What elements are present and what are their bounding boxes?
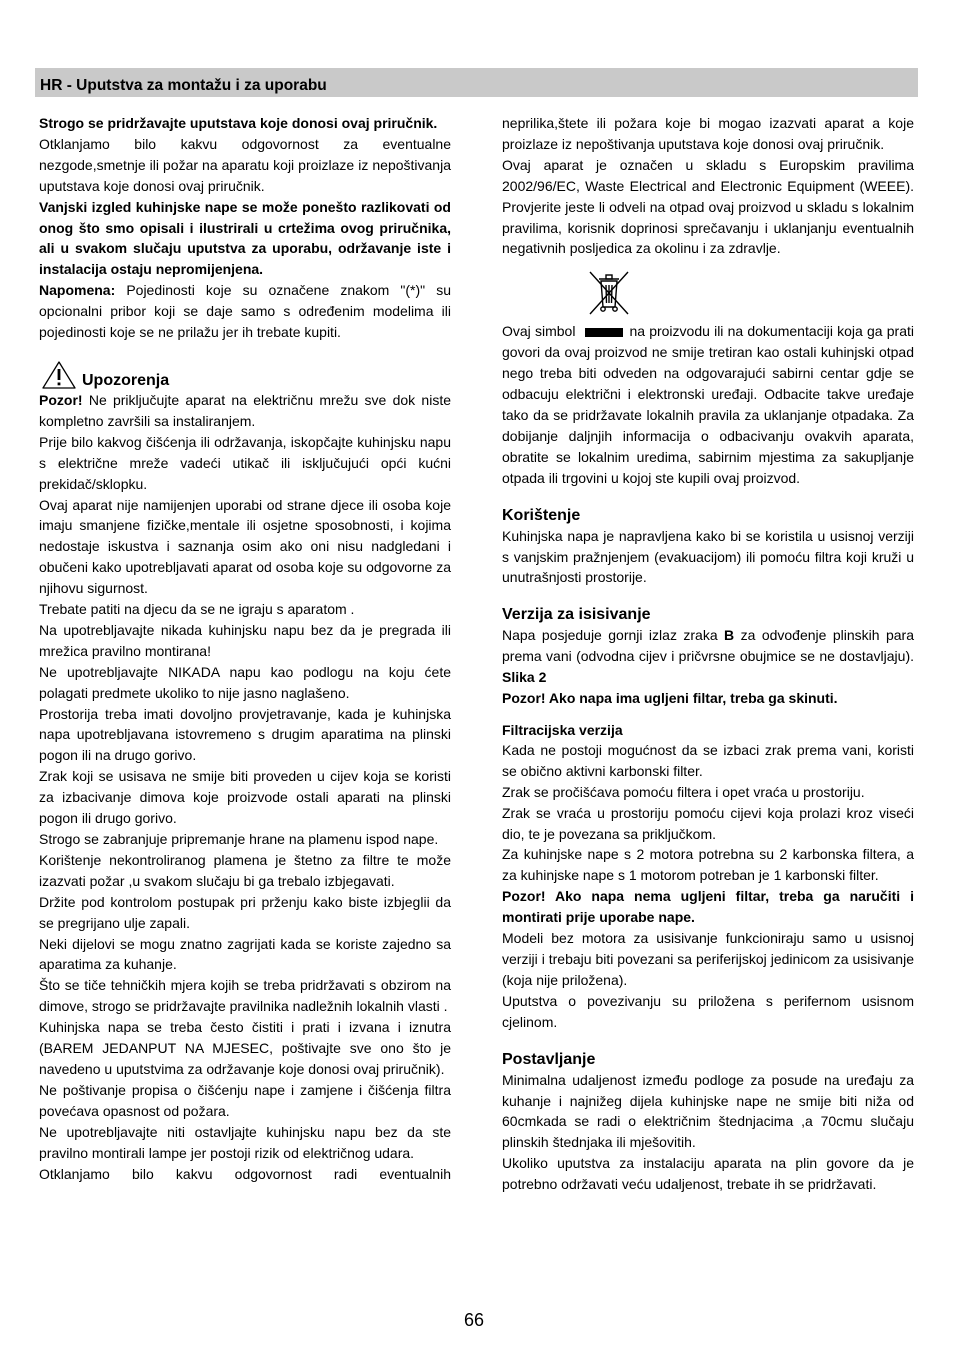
exhaust-text xyxy=(502,625,914,688)
warning-6: Ne upotrebljavajte NIKADA napu kao podlogu na koju ćete polagati predmete ukoliko to nije jasno naglašeno. xyxy=(39,663,451,701)
warning-14: Kuhinjska napa se treba često čistiti i prati i izvana i iznutra (BAREM JEDANPUT NA MJESEC, poštivajte sve ono što je navedeno u uputstvima za održavanje koje donosi ovaj priručnik). xyxy=(39,1019,451,1077)
note-text: Pojedinosti koje su označene znakom "(*)" su opcionalni pribor koji se daje samo s određenim modelima ili pojedinosti koje se ne prilažu jer ih trebate kupiti. xyxy=(39,282,451,341)
warning-1-label: Pozor! xyxy=(39,391,83,408)
warning-1-text: Ne priključujte aparat na električnu mrežu sve dok niste kompletno završili sa instaliranjem. xyxy=(39,391,451,429)
warning-17: Otklanjamo bilo kakvu odgovornost radi eventualnih xyxy=(39,1165,451,1182)
warnings-heading xyxy=(39,360,451,390)
filter-text-4: Za kuhinjske nape s 2 motora potrebna su 2 karbonska filtera, a za kuhinjske nape s 1 motorom potreban je 1 karbonski filter. xyxy=(502,846,914,884)
warning-2: Prije bilo kakvog čišćenja ili održavanja, iskopčajte kuhinjsku napu s električne mreže vadeći utikač ili isključujući opći kućni prekidač/sklopku. xyxy=(39,433,451,492)
intro-bold: Strogo se pridržavajte uputstava koje donosi ovaj priručnik. xyxy=(39,115,438,131)
note-label: Napomena: xyxy=(39,282,116,299)
warnings-title: Upozorenja xyxy=(82,371,170,389)
warning-15: Ne poštivanje propisa o čišćenju nape i zamjene i čišćenja filtra povećava opasnost od požara. xyxy=(39,1081,451,1119)
continuation-text: neprilika,štete ili požara koje bi mogao izazvati aparat a koje proizlaze iz nepoštivanja uputstava koje donosi ovaj priručnik. xyxy=(502,115,914,152)
section-title: HR - Uputstva za montažu i za uporabu xyxy=(40,77,327,94)
models-text-2: Uputstva o povezivanju su priložena s perifernom usisnom cjelinom. xyxy=(502,992,914,1030)
intro-text: Otklanjamo bilo kakvu odgovornost za eventualne nezgode,smetnje ili požar na aparatu koji proizlaze iz nepoštivanja uputstava koje donosi ovaj priručnik. xyxy=(39,135,451,194)
filter-text-3: Zrak se vraća u prostoriju pomoću cijevi koja prolazi kroz viseći dio, te je povezana sa priključkom. xyxy=(502,804,914,842)
symbol-prefix: Ovaj simbol xyxy=(502,323,576,340)
install-title: Postavljanje xyxy=(502,1050,596,1068)
exhaust-text-c: za odvođenje plinskih para prema vani (odvodna cijev i pričvrsne obujmice se ne dostavljaju). xyxy=(502,627,914,665)
figure-reference: Slika 2 xyxy=(502,669,547,686)
filter-text-2: Zrak se pročišćava pomoću filtera i opet vraća u prostoriju. xyxy=(502,783,865,800)
models-text: Modeli bez motora za usisivanje funkcioniraju samo u usisnoj verziji i trebaju biti povezani sa periferijskoj jedinicom za usisivanje (koja nije priložena). xyxy=(502,930,914,988)
install-text-2: Ukoliko uputstva za instalaciju aparata na plin govore da je potrebno održavati veću udaljenost, trebate ih se pridržavati. xyxy=(502,1155,914,1193)
symbol-text: na proizvodu ili na dokumentaciji koja ga prati govori da ovaj proizvod ne smije tretiran kao ostali kuhinjski otpad nego treba biti odveden na odgovarajući sabirni centar gdje se odbacuju električni i elektronski uređaji. Odbacite takve uređaje tako da se pridržavate lokalnih pravila za uklanjanje otpadaka. Za dobijanje daljnjih informacija o odbacivanju ovakvih aparata, obratite se lokalnim uredima, sabirnim mjestima za sakupljanje otpada ili trgovini u kojoj ste kupili ovaj proizvod. xyxy=(502,323,914,486)
weee-paragraph: Ovaj aparat je označen u skladu s Europskim pravilima 2002/96/EC, Waste Electrical and Electronic Equipment (WEEE). Provjerite jeste li odveli na otpad ovaj proizvod u skladu s lokalnim pravilima, korisnik doprinosi sprečavanju i uklanjanju eventualnih negativnih posljedica za okolinu i za zdravlje. xyxy=(502,156,914,257)
black-bar-symbol-icon xyxy=(585,328,623,337)
warning-13: Što se tiče tehničkih mjera kojih se treba pridržavati s obzirom na dimove, strogo se pridržavajte pravilnika nadležnih lokalnih vlasti . xyxy=(39,977,451,1015)
warning-8: Zrak koji se usisava ne smije biti proveden u cijev koja se koristi za izbacivanje dimova koje proizvode ostali aparati na plinski pogon ili drugo gorivo. xyxy=(39,768,451,827)
symbol-paragraph xyxy=(502,321,914,488)
use-title: Korištenje xyxy=(502,506,581,524)
warning-5: Na upotrebljavajte nikada kuhinjsku napu bez da je pregrada ili mrežica pravilno montirana! xyxy=(39,621,451,659)
warning-7: Prostorija treba imati dovoljno provjetravanje, kada je kuhinjska napa upotrebljavana istovremeno s drugim aparatima na plinski pogon ili na drugo gorivo. xyxy=(39,705,451,764)
use-text: Kuhinjska napa je napravljena kako bi se koristila u usisnoj verziji s vanjskim pražnjenjem (evakuacijom) ili pomoću filtra koji kruži u unutrašnjosti prostorije. xyxy=(502,527,914,586)
appearance-note: Vanjski izgled kuhinjske nape se može ponešto razlikovati od onog što smo opisali i ilustrirali u crtežima ovog priručnika, ali u svakom slučaju uputstva za uporabu, održavanje iste i instalacija ostaju nepromijenjena. xyxy=(39,198,451,278)
warning-12: Neki dijelovi se mogu znatno zagrijati kada se koriste zajedno sa aparatima za kuhanje. xyxy=(39,935,451,973)
weee-symbol xyxy=(502,269,914,317)
exhaust-text-a: Napa posjeduje gornji izlaz zraka xyxy=(502,627,725,644)
warning-1 xyxy=(39,390,451,432)
install-text-1: Minimalna udaljenost između podloge za posude na uređaju za kuhanje i najnižeg dijela kuhinjske nape ne smije biti niža od 60cmkada se radi o električnim štednjacima ,a 70cmu slučaju plinskih štednjaka ili mješovitih. xyxy=(502,1071,914,1151)
left-column xyxy=(39,113,451,1184)
exhaust-title: Verzija za isisivanje xyxy=(502,606,651,624)
warning-4: Trebate patiti na djecu da se ne igraju s aparatom . xyxy=(39,601,355,618)
filter-text-1: Kada ne postoji mogućnost da se izbaci zrak prema vani, koristi se obično aktivni karbonski filter. xyxy=(502,741,914,779)
page-number: 66 xyxy=(464,1310,485,1330)
right-column xyxy=(502,113,914,1195)
warning-10: Korištenje nekontroliranog plamena je štetno za filtre te može izazvati požar ,u svakom slučaju bi ga trebalo izbjegavati. xyxy=(39,851,451,889)
filter-title: Filtracijska verzija xyxy=(502,721,623,738)
warning-11: Držite pod kontrolom postupak pri prženju kako biste izbjeglii da se pregrijano ulje zapali. xyxy=(39,893,451,931)
warning-3: Ovaj aparat nije namijenjen uporabi od strane djece ili osoba koje imaju smanjene fizičke,mentale ili osjetne sposobnosti, i kojima nedostaje iskustva i saznanja osim ako oni nisu nadgledani i obučeni kako upotrebljavati aparat od osoba koje su odgovorne za njihovu sigurnost. xyxy=(39,496,451,597)
section-header xyxy=(35,68,918,97)
crossed-bin-icon xyxy=(585,269,633,317)
filter-warning: Pozor! Ako napa nema ugljeni filtar, treba ga naručiti i montirati prije uporabe nape. xyxy=(502,888,914,926)
exhaust-warning: Pozor! Ako napa ima ugljeni filtar, treba ga skinuti. xyxy=(502,690,838,707)
note-paragraph xyxy=(39,280,451,343)
warning-triangle-icon xyxy=(41,360,77,390)
exhaust-outlet-letter: B xyxy=(724,627,735,644)
warning-9: Strogo se zabranjuje pripremanje hrane na plamenu ispod nape. xyxy=(39,831,439,847)
warning-16: Ne upotrebljavajte niti ostavljajte kuhinjsku napu bez da ste pravilno montirali lampe jer postoji rizik od električnog udara. xyxy=(39,1123,451,1161)
